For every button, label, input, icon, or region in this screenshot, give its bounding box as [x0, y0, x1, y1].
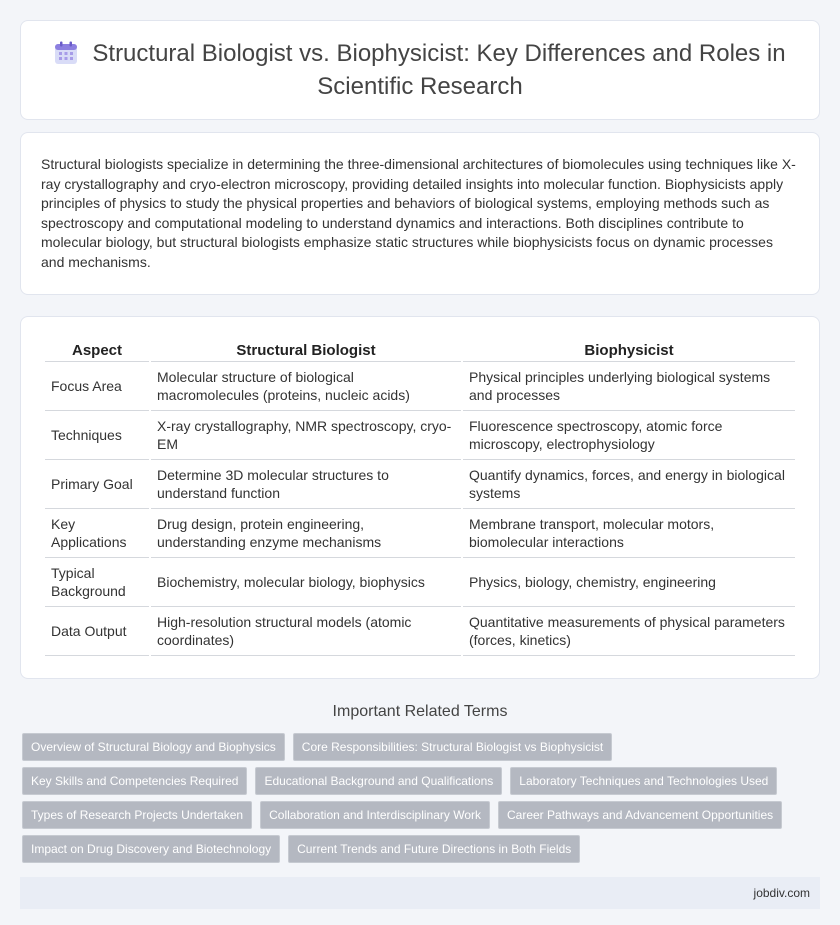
related-term-tag[interactable]: Core Responsibilities: Structural Biologist vs Biophysicist	[293, 733, 612, 761]
table-row	[45, 509, 795, 558]
aspect-cell: Primary Goal	[45, 460, 149, 509]
related-term-tag[interactable]: Laboratory Techniques and Technologies Used	[510, 767, 777, 795]
aspect-cell: Typical Background	[45, 558, 149, 607]
aspect-cell: Techniques	[45, 411, 149, 460]
biophysicist-cell: Physics, biology, chemistry, engineering	[463, 558, 795, 607]
biophysicist-cell: Physical principles underlying biological systems and processes	[463, 362, 795, 411]
table-row	[45, 607, 795, 656]
calendar-icon	[54, 41, 78, 72]
related-term-tag[interactable]: Collaboration and Interdisciplinary Work	[260, 801, 490, 829]
biophysicist-cell: Quantitative measurements of physical parameters (forces, kinetics)	[463, 607, 795, 656]
structural-biologist-cell: X-ray crystallography, NMR spectroscopy, cryo-EM	[151, 411, 461, 460]
table-row	[45, 362, 795, 411]
column-header-structural-biologist: Structural Biologist	[151, 339, 461, 362]
structural-biologist-cell: Determine 3D molecular structures to understand function	[151, 460, 461, 509]
structural-biologist-cell: High-resolution structural models (atomic coordinates)	[151, 607, 461, 656]
table-row	[45, 411, 795, 460]
page-title-wrap	[51, 39, 789, 101]
table-row	[45, 558, 795, 607]
page-title: Structural Biologist vs. Biophysicist: Key Differences and Roles in Scientific Research	[92, 40, 786, 100]
aspect-cell: Data Output	[45, 607, 149, 656]
related-term-tag[interactable]: Career Pathways and Advancement Opportunities	[498, 801, 782, 829]
table-row	[45, 460, 795, 509]
aspect-cell: Focus Area	[45, 362, 149, 411]
column-header-biophysicist: Biophysicist	[463, 339, 795, 362]
biophysicist-cell: Membrane transport, molecular motors, biomolecular interactions	[463, 509, 795, 558]
footer-site-link[interactable]: jobdiv.com	[753, 886, 810, 900]
related-term-tag[interactable]: Impact on Drug Discovery and Biotechnology	[22, 835, 280, 863]
related-terms-title: Important Related Terms	[332, 703, 508, 720]
page-header	[20, 20, 820, 120]
aspect-cell: Key Applications	[45, 509, 149, 558]
structural-biologist-cell: Drug design, protein engineering, understanding enzyme mechanisms	[151, 509, 461, 558]
related-term-tag[interactable]: Overview of Structural Biology and Biophysics	[22, 733, 285, 761]
related-terms-section	[20, 703, 820, 863]
related-term-tag[interactable]: Educational Background and Qualifications	[255, 767, 502, 795]
column-header-aspect: Aspect	[45, 339, 149, 362]
related-terms-tags	[20, 733, 820, 863]
table-header-row	[45, 339, 795, 362]
biophysicist-cell: Fluorescence spectroscopy, atomic force microscopy, electrophysiology	[463, 411, 795, 460]
structural-biologist-cell: Biochemistry, molecular biology, biophysics	[151, 558, 461, 607]
comparison-card	[20, 316, 820, 679]
intro-card	[20, 132, 820, 295]
biophysicist-cell: Quantify dynamics, forces, and energy in biological systems	[463, 460, 795, 509]
structural-biologist-cell: Molecular structure of biological macromolecules (proteins, nucleic acids)	[151, 362, 461, 411]
related-term-tag[interactable]: Types of Research Projects Undertaken	[22, 801, 252, 829]
related-term-tag[interactable]: Current Trends and Future Directions in Both Fields	[288, 835, 580, 863]
comparison-table	[43, 339, 797, 656]
footer	[20, 877, 820, 909]
intro-text: Structural biologists specialize in determining the three-dimensional architectures of biomolecules using techniques like X-ray crystallography and cryo-electron microscopy, providing detailed insights into molecular function. Biophysicists apply principles of physics to study the physical properties and behaviors of biological systems, employing methods such as spectroscopy and computational modeling to understand dynamics and interactions. Both disciplines contribute to molecular biology, but structural biologists emphasize static structures while biophysicists focus on dynamic processes and mechanisms.	[41, 156, 796, 270]
related-term-tag[interactable]: Key Skills and Competencies Required	[22, 767, 247, 795]
